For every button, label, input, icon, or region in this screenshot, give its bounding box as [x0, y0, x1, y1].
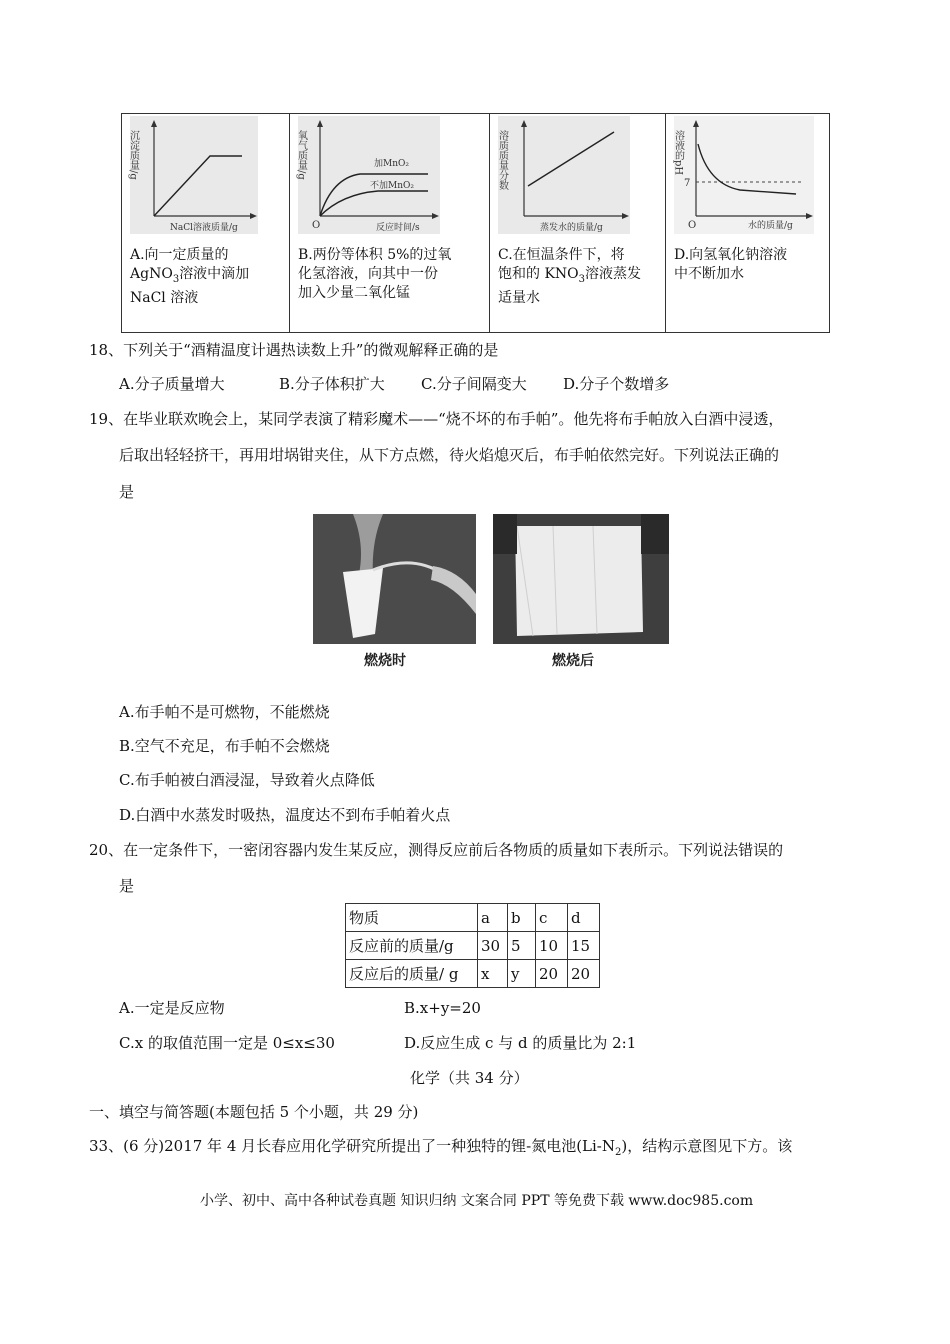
q20-option-c: C.x 的取值范围一定是 0≤x≤30 — [119, 1034, 335, 1052]
table-cell: 反应后的质量/ g — [346, 960, 478, 988]
q17-option-a-caption: A.向一定质量的 AgNO$_3$溶液中滴加 NaCl 溶液 — [130, 247, 250, 306]
q18-option-c: C.分子间隔变大 — [421, 375, 527, 393]
table-row — [346, 932, 600, 960]
table-cell: x — [478, 960, 508, 988]
q19-option-d: D.白酒中水蒸发时吸热，温度达不到布手帕着火点 — [119, 806, 451, 824]
graph-a-svg — [127, 116, 258, 234]
part1-title: 一、填空与简答题(本题包括 5 个小题，共 29 分) — [89, 1103, 419, 1121]
table-cell: d — [568, 904, 600, 932]
q20-stem-line1: 20、在一定条件下，一密闭容器内发生某反应，测得反应前后各物质的质量如下表所示。下列说法错误的 — [89, 841, 784, 859]
table-cell: 30 — [478, 932, 508, 960]
photo-burning — [313, 514, 476, 644]
graph-b-xlabel: 反应时间/s — [376, 223, 420, 233]
table-cell: c — [536, 904, 568, 932]
graph-b-curve-bottom — [320, 191, 428, 216]
q17-option-table — [121, 113, 830, 333]
graph-a — [127, 116, 258, 234]
table-cell: 20 — [568, 960, 600, 988]
q19-option-b: B.空气不充足，布手帕不会燃烧 — [119, 737, 330, 755]
q20-option-a: A.一定是反应物 — [119, 999, 225, 1017]
q20-mass-table — [345, 903, 600, 988]
photo-burning-svg — [313, 514, 476, 644]
table-cell: 10 — [536, 932, 568, 960]
graph-d-svg — [674, 116, 814, 234]
graph-c-ylabel: 溶质质量分数 — [496, 130, 508, 190]
q20-option-d: D.反应生成 c 与 d 的质量比为 2:1 — [404, 1034, 637, 1052]
table-cell: a — [478, 904, 508, 932]
photo-after — [493, 514, 669, 644]
graph-a-xlabel: NaCl溶液质量/g — [170, 223, 238, 233]
q17-option-a-cell — [122, 114, 290, 332]
graph-d-xlabel: 水的质量/g — [748, 221, 793, 231]
q19-stem-line3: 是 — [119, 483, 135, 501]
graph-d-origin: O — [688, 220, 697, 231]
q17-option-d-caption: D.向氢氧化钠溶液 中不断加水 — [674, 247, 788, 282]
table-cell: 5 — [508, 932, 536, 960]
graph-b-origin: O — [312, 220, 321, 231]
q17-option-c-cell — [490, 114, 666, 332]
table-row — [346, 904, 600, 932]
q20-option-b: B.x+y=20 — [404, 999, 481, 1017]
table-cell: 物质 — [346, 904, 478, 932]
graph-c-xlabel: 蒸发水的质量/g — [540, 223, 603, 233]
section-title: 化学（共 34 分） — [410, 1069, 529, 1087]
q19-option-c: C.布手帕被白酒浸湿，导致着火点降低 — [119, 771, 375, 789]
q19-option-a: A.布手帕不是可燃物，不能燃烧 — [119, 703, 330, 721]
q17-option-b-cell — [290, 114, 490, 332]
page-footer: 小学、初中、高中各种试卷真题 知识归纳 文案合同 PPT 等免费下载 www.doc985.com — [200, 1193, 754, 1209]
table-cell: b — [508, 904, 536, 932]
graph-a-curve — [154, 156, 242, 216]
graph-b-curve-bottom-label: 不加MnO₂ — [370, 181, 414, 191]
graph-b-curve-top-label: 加MnO₂ — [374, 159, 409, 169]
q18-option-d: D.分子个数增多 — [563, 375, 670, 393]
table-cell: y — [508, 960, 536, 988]
graph-d-mark: 7 — [684, 178, 691, 189]
q18-option-a: A.分子质量增大 — [119, 375, 225, 393]
q18-option-b: B.分子体积扩大 — [279, 375, 385, 393]
q18-stem: 18、下列关于“酒精温度计遇热读数上升”的微观解释正确的是 — [89, 341, 499, 359]
table-cell: 反应前的质量/g — [346, 932, 478, 960]
table-row — [346, 960, 600, 988]
q20-stem-line2: 是 — [119, 877, 135, 895]
graph-b-svg — [295, 116, 440, 234]
q33-stem: 33、(6 分)2017 年 4 月长春应用化学研究所提出了一种独特的锂-氮电池$(Li-N_2)$，结构示意图见下方。该 — [89, 1137, 793, 1158]
graph-a-ylabel: 沉淀质量/g — [127, 130, 139, 180]
q19-stem-line1: 19、在毕业联欢晚会上，某同学表演了精彩魔术——“烧不坏的布手帕”。他先将布手帕放入白酒中浸透， — [89, 410, 784, 428]
table-cell: 20 — [536, 960, 568, 988]
graph-b — [295, 116, 440, 234]
graph-d-curve — [698, 144, 796, 194]
q19-stem-line2: 后取出轻轻挤干，再用坩埚钳夹住，从下方点燃，待火焰熄灭后，布手帕依然完好。下列说法正确的 — [119, 446, 780, 464]
q17-option-b-caption: B.两份等体积 5%的过氧 化氢溶液，向其中一份 加入少量二氧化锰 — [298, 247, 452, 301]
graph-c-curve — [528, 132, 614, 186]
graph-d-ylabel: 溶液的pH — [672, 130, 684, 176]
photo-after-svg — [493, 514, 669, 644]
graph-c — [498, 116, 630, 234]
q17-option-c-caption: C.在恒温条件下，将 饱和的 $KNO_3$溶液蒸发 适量水 — [498, 247, 642, 306]
graph-c-svg — [498, 116, 630, 234]
graph-b-ylabel: 氧气质量/g — [295, 130, 307, 180]
table-cell: 15 — [568, 932, 600, 960]
graph-d — [674, 116, 814, 234]
photo-after-caption: 燃烧后 — [552, 653, 594, 669]
q17-option-d-cell — [666, 114, 829, 332]
photo-burning-caption: 燃烧时 — [364, 653, 406, 669]
